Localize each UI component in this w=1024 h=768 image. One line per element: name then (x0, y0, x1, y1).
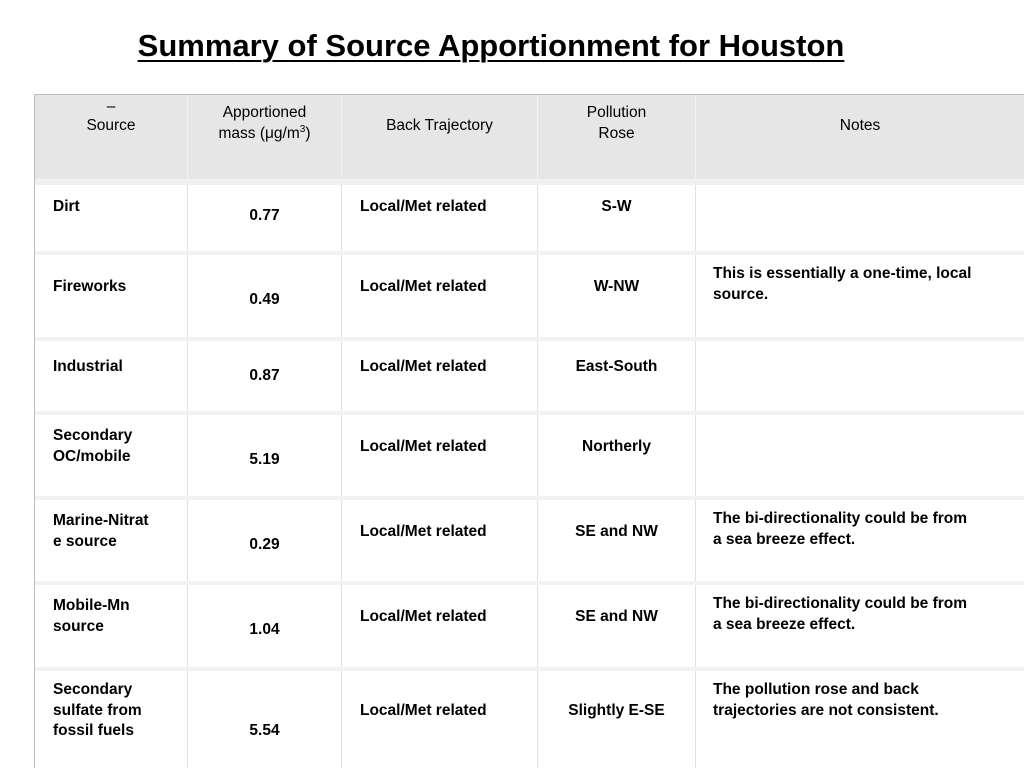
cell-rose-text: Slightly E-SE (568, 702, 665, 719)
table-row (35, 185, 1024, 251)
cell-source (35, 341, 188, 411)
header-mass-unit: g/m (273, 125, 300, 142)
cell-trajectory-text: Local/Met related (360, 198, 487, 215)
cell-mass-value: 0.77 (249, 207, 280, 224)
table-row (35, 341, 1024, 411)
cell-mass (188, 671, 342, 768)
cell-trajectory-text: Local/Met related (360, 438, 487, 455)
cell-trajectory (342, 500, 538, 581)
apportionment-table (34, 94, 1024, 768)
cell-notes (696, 185, 1024, 251)
cell-trajectory (342, 185, 538, 251)
cell-mass-value: 0.29 (249, 536, 280, 553)
cell-notes (696, 500, 1024, 581)
header-mass-mu: μ (264, 125, 274, 142)
cell-notes (696, 255, 1024, 337)
cell-source (35, 415, 188, 496)
cell-source (35, 671, 188, 768)
cell-source-line2: sulfate from (53, 702, 142, 719)
cell-mass (188, 185, 342, 251)
header-pollution-rose-line2: Rose (598, 125, 635, 142)
cell-source-line1: Mobile-Mn (53, 597, 130, 614)
header-back-trajectory-label: Back Trajectory (386, 117, 493, 134)
table-row (35, 255, 1024, 337)
cell-notes (696, 671, 1024, 768)
table-row (35, 585, 1024, 667)
header-pollution-rose (538, 95, 696, 179)
cell-rose (538, 500, 696, 581)
cell-notes-line1: The pollution rose and back (713, 681, 919, 698)
cell-notes-line1: The bi-directionality could be from (713, 595, 968, 612)
cell-rose (538, 585, 696, 667)
header-mass-line1: Apportioned (222, 104, 307, 121)
cell-notes-line2: a sea breeze effect. (713, 616, 856, 633)
header-notes-label: Notes (839, 117, 881, 134)
header-pollution-rose-line1: Pollution (586, 104, 647, 121)
header-source (35, 95, 188, 179)
cell-mass-value: 0.49 (249, 291, 280, 308)
cell-trajectory (342, 585, 538, 667)
cell-rose (538, 341, 696, 411)
cell-notes (696, 585, 1024, 667)
cell-notes-line2: trajectories are not consistent. (713, 702, 939, 719)
cell-rose (538, 185, 696, 251)
cell-source-line2: e source (53, 533, 117, 550)
cell-mass (188, 255, 342, 337)
cell-trajectory (342, 255, 538, 337)
cell-mass-value: 1.04 (249, 621, 280, 638)
cell-source-text: Fireworks (53, 278, 127, 295)
header-notes (696, 95, 1024, 179)
cell-mass-value: 5.19 (249, 451, 280, 468)
cell-trajectory (342, 415, 538, 496)
cell-trajectory (342, 341, 538, 411)
cell-source-line3: fossil fuels (53, 722, 134, 739)
cell-source-line2: OC/mobile (53, 448, 131, 465)
cell-source-text: Dirt (53, 198, 80, 215)
cell-mass (188, 415, 342, 496)
header-mass-exp: 3 (299, 123, 306, 135)
cell-trajectory (342, 671, 538, 768)
cell-source (35, 585, 188, 667)
cell-notes (696, 341, 1024, 411)
header-mass (188, 95, 342, 179)
cell-mass (188, 341, 342, 411)
cell-rose (538, 255, 696, 337)
cell-notes-line1: This is essentially a one-time, local (713, 265, 972, 282)
table-row (35, 415, 1024, 496)
header-back-trajectory (342, 95, 538, 179)
cell-rose-text: East-South (575, 358, 658, 375)
header-source-mark: – (106, 98, 116, 115)
cell-source-line1: Secondary (53, 427, 133, 444)
cell-source (35, 255, 188, 337)
cell-notes-line2: a sea breeze effect. (713, 531, 856, 548)
cell-source-line1: Secondary (53, 681, 133, 698)
cell-trajectory-text: Local/Met related (360, 608, 487, 625)
table-header-row (35, 95, 1024, 179)
cell-rose-text: SE and NW (575, 523, 658, 540)
cell-source (35, 500, 188, 581)
cell-source (35, 185, 188, 251)
cell-trajectory-text: Local/Met related (360, 702, 487, 719)
cell-rose-text: S-W (601, 198, 632, 215)
cell-trajectory-text: Local/Met related (360, 358, 487, 375)
cell-mass (188, 585, 342, 667)
cell-rose (538, 415, 696, 496)
cell-mass-value: 5.54 (249, 722, 280, 739)
header-mass-line2 (188, 124, 341, 144)
cell-notes (696, 415, 1024, 496)
cell-mass (188, 500, 342, 581)
header-source-label: Source (86, 117, 136, 134)
header-mass-prefix: mass ( (218, 125, 265, 142)
cell-source-text: Industrial (53, 358, 123, 375)
table-row (35, 500, 1024, 581)
cell-rose-text: Northerly (582, 438, 651, 455)
cell-notes-line2: source. (713, 286, 769, 303)
cell-rose-text: SE and NW (575, 608, 658, 625)
cell-trajectory-text: Local/Met related (360, 523, 487, 540)
cell-rose (538, 671, 696, 768)
header-mass-suffix: ) (305, 125, 311, 142)
cell-mass-value: 0.87 (249, 367, 280, 384)
page-title: Summary of Source Apportionment for Houston (137, 28, 845, 63)
cell-rose-text: W-NW (593, 278, 640, 295)
cell-source-line2: source (53, 618, 104, 635)
table-row (35, 671, 1024, 768)
cell-source-line1: Marine-Nitrat (53, 512, 149, 529)
cell-trajectory-text: Local/Met related (360, 278, 487, 295)
cell-notes-line1: The bi-directionality could be from (713, 510, 968, 527)
